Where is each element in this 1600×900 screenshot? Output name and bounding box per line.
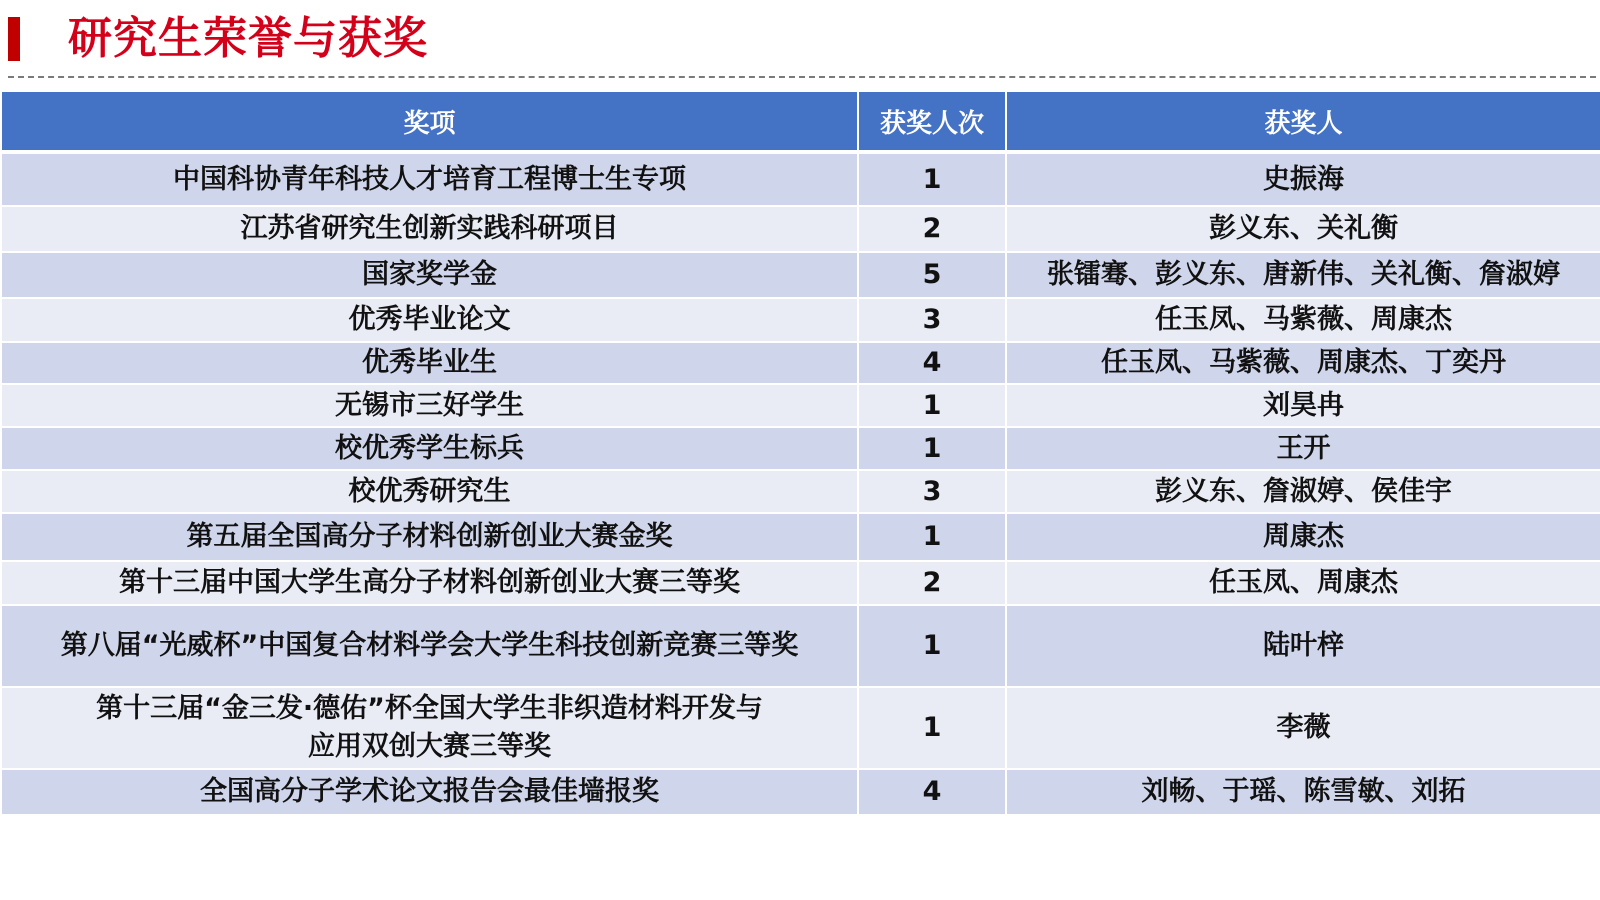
winners-cell: 彭义东、关礼衡 — [1006, 206, 1600, 252]
award-cell: 优秀毕业生 — [2, 342, 858, 384]
table-row — [2, 206, 1600, 252]
header-winners: 获奖人 — [1006, 92, 1600, 152]
award-cell: 第十三届中国大学生高分子材料创新创业大赛三等奖 — [2, 561, 858, 605]
award-cell: 校优秀学生标兵 — [2, 427, 858, 470]
table-row — [2, 687, 1600, 769]
winners-cell: 任玉凤、马紫薇、周康杰 — [1006, 298, 1600, 342]
winners-cell: 王开 — [1006, 427, 1600, 470]
table-row — [2, 513, 1600, 561]
winners-cell: 陆叶梓 — [1006, 605, 1600, 687]
award-cell: 无锡市三好学生 — [2, 384, 858, 427]
header-award: 奖项 — [2, 92, 858, 152]
table-row — [2, 605, 1600, 687]
count-cell: 1 — [858, 384, 1006, 427]
table-row — [2, 384, 1600, 427]
count-cell: 3 — [858, 470, 1006, 513]
winners-cell: 史振海 — [1006, 152, 1600, 206]
table-header-row — [2, 92, 1600, 152]
award-cell: 全国高分子学术论文报告会最佳墙报奖 — [2, 769, 858, 815]
table-row — [2, 470, 1600, 513]
winners-cell: 张镭骞、彭义东、唐新伟、关礼衡、詹淑婷 — [1006, 252, 1600, 298]
count-cell: 5 — [858, 252, 1006, 298]
header-count: 获奖人次 — [858, 92, 1006, 152]
title-divider — [8, 76, 1596, 78]
count-cell: 1 — [858, 427, 1006, 470]
award-cell: 第五届全国高分子材料创新创业大赛金奖 — [2, 513, 858, 561]
count-cell: 1 — [858, 605, 1006, 687]
award-cell: 中国科协青年科技人才培育工程博士生专项 — [2, 152, 858, 206]
table-row — [2, 298, 1600, 342]
count-cell: 1 — [858, 687, 1006, 769]
award-cell: 第十三届“金三发·德佑”杯全国大学生非织造材料开发与应用双创大赛三等奖 — [2, 687, 858, 769]
table-row — [2, 152, 1600, 206]
count-cell: 1 — [858, 513, 1006, 561]
award-cell: 校优秀研究生 — [2, 470, 858, 513]
table-row — [2, 769, 1600, 815]
winners-cell: 刘畅、于瑶、陈雪敏、刘拓 — [1006, 769, 1600, 815]
page-title: 研究生荣誉与获奖 — [68, 13, 428, 64]
awards-table — [2, 92, 1600, 816]
award-cell: 江苏省研究生创新实践科研项目 — [2, 206, 858, 252]
count-cell: 2 — [858, 206, 1006, 252]
table-row — [2, 427, 1600, 470]
award-cell: 第八届“光威杯”中国复合材料学会大学生科技创新竞赛三等奖 — [2, 605, 858, 687]
count-cell: 4 — [858, 342, 1006, 384]
table-row — [2, 561, 1600, 605]
count-cell: 3 — [858, 298, 1006, 342]
table-row — [2, 252, 1600, 298]
award-cell: 国家奖学金 — [2, 252, 858, 298]
table-row — [2, 342, 1600, 384]
winners-cell: 彭义东、詹淑婷、侯佳宇 — [1006, 470, 1600, 513]
winners-cell: 刘昊冉 — [1006, 384, 1600, 427]
count-cell: 1 — [858, 152, 1006, 206]
title-bar — [8, 14, 428, 64]
winners-cell: 任玉凤、马紫薇、周康杰、丁奕丹 — [1006, 342, 1600, 384]
winners-cell: 任玉凤、周康杰 — [1006, 561, 1600, 605]
winners-cell: 周康杰 — [1006, 513, 1600, 561]
award-cell: 优秀毕业论文 — [2, 298, 858, 342]
title-accent-bar — [8, 17, 20, 61]
winners-cell: 李薇 — [1006, 687, 1600, 769]
count-cell: 2 — [858, 561, 1006, 605]
count-cell: 4 — [858, 769, 1006, 815]
